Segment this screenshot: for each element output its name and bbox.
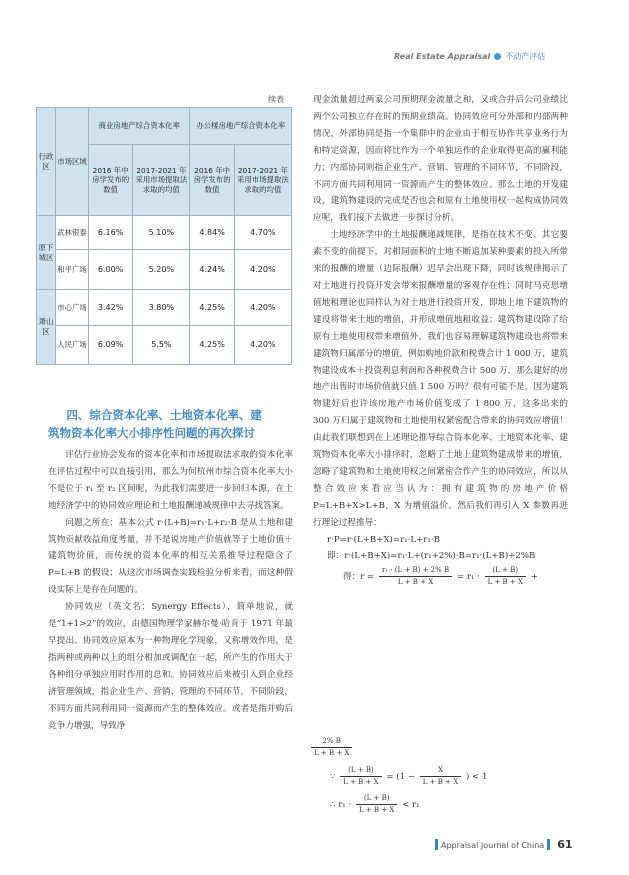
value-cell: 3.80% [133, 290, 190, 326]
denominator: L + B + X [343, 778, 379, 786]
value-cell: 4.20% [234, 250, 291, 290]
value-cell: 4.84% [190, 216, 234, 250]
formula-text: ∴ r₁ · [330, 800, 352, 810]
value-cell: 3.42% [89, 290, 133, 326]
formula-line [311, 736, 352, 759]
footer-bar-icon [547, 839, 550, 850]
denominator: L + B + X [358, 806, 395, 814]
capitalization-rate-table [36, 107, 292, 365]
area-cell: 人民广场 [56, 326, 89, 365]
body-paragraph: 土地经济学中的土地报酬递减规律，是指在技术不变、其它要素不变的前提下，对相同面积的土地不断追加某种要素的投入所带来的报酬的增量（边际报酬）迟早会出现下降，同时该规律揭示了对土地进行投资开发会带来报酬增量的客观存在性；同时马克思增值地租理论也同样认为对土地进行投资开发，即地上地下建筑物的建设将带来土地的增值，并形成增值地租收益；建筑物建设除了给原有土地使用权带来增值外，我们也容易理解建筑物建设也将带来建筑物归属部分的增值，例如购地价款和税费合计 1 000 万，建筑物建设成本＋投资利息利润和各种税费合计 500 万，那么建好的房地产出售时市场价值就只值 1 500 万吗？很有可能不是，因为建筑物建好后也许该房地产市场价值变成了 1 800 万，这多出来的 300 万归属于建筑物和土地使用权紧密配合带来的协同效应增值！由此我们联想到在上述理论推导综合资本化率、土地资本化率、建筑物资本化率大小排序时，忽略了土地上建筑物建成带来的增值，忽略了建筑物和土地使用权之间紧密合作产生的协同效应，所以从整合效应来看应当认为：拥有建筑物的房地产价格 P=L+B+X>L+B，X 为增值溢价。然后我们再引入 X 参数再进行理论过程推导： [313, 230, 568, 528]
footer-journal: Appraisal Journal of China [441, 841, 545, 850]
body-paragraph: 协同效应（英文名：Synergy Effects），简单地说，就是“1+1>2”的效应，由德国物理学家赫尔曼·哈肯于 1971 年最早提出。协同效应原本为一种物理化学现象，又称增效作用，是指两种或两种以上的组分相加或调配在一起，所产生的作用大于各种组分单独应用时作用的总和。协同效应后来被引入到企业经济管理领域，指企业生产、营销、管理的不同环节，不同阶段，不同方面共同利用同一资源而产生的整体效应。或者是指并购后竞争力增强，导致净 [48, 602, 293, 731]
right-column [313, 92, 568, 589]
denominator: L + B + X [314, 749, 350, 757]
value-cell: 5.20% [133, 250, 190, 290]
page-footer [432, 838, 573, 851]
value-cell: 4.25% [190, 290, 234, 326]
footer-bar-icon [435, 839, 438, 850]
formula-line: 即：r·(L+B+X)=r₁·L+(r₁+2%)·B=r₁·(L+B)+2%B [327, 551, 536, 562]
subheader-2017-2021: 2017-2021 年采用市场提取法求取的均值 [234, 145, 291, 216]
bullet-dot-icon [494, 53, 501, 60]
value-cell: 4.24% [190, 250, 234, 290]
value-cell: 6.00% [89, 250, 133, 290]
fraction [379, 565, 452, 588]
formula-text: < r₁ [402, 800, 420, 810]
fraction [420, 765, 461, 788]
value-cell: 6.16% [89, 216, 133, 250]
value-cell: 4.25% [190, 326, 234, 365]
section-title-line: 四、综合资本化率、土地资本化率、建 [66, 408, 262, 422]
district-cell: 萧山区 [37, 290, 56, 365]
formula-line [343, 565, 568, 589]
area-cell: 市心广场 [56, 290, 89, 326]
body-paragraph: 问题之所在：基本公式 r·(L+B)=r₁·L+r₂·B 是从土地和建筑物贡献收益角度考量，并不是说房地产价值就等于土地价值＋建筑物价值，而传统的资本化率的相互关系推导过程隐含了 P=L+B 的假设；从这次市场调查实践检验分析来看，而这种假设实际上是存在问题的。 [48, 517, 293, 596]
formula-line: r·P=r·(L+B+X)=r₁·L+r₂·B [327, 534, 440, 545]
denominator: L + B + X [487, 578, 523, 587]
value-cell: 4.20% [234, 290, 291, 326]
value-cell: 4.70% [234, 216, 291, 250]
denominator: L + B + X [422, 778, 459, 786]
value-cell: 4.20% [234, 326, 291, 365]
numerator: (L + B) [356, 793, 397, 805]
subheader-2017-2021: 2017-2021 年采用市场提取法求取的均值 [133, 145, 190, 216]
header-region: 行政区 [37, 108, 56, 216]
table-continued-label: 续表 [268, 95, 284, 104]
subheader-2016: 2016 年中房学发布的数值 [89, 145, 133, 216]
formula-line [330, 793, 420, 816]
value-cell: 5.5% [133, 326, 190, 365]
formula-line [330, 765, 487, 788]
fraction [311, 736, 352, 759]
header-english: Real Estate Appraisal [394, 52, 491, 61]
section-title-line: 筑物资本化率大小排序性问题的再次探讨 [48, 426, 255, 440]
fraction [356, 793, 397, 816]
formula-text: ) < 1 [465, 772, 488, 782]
value-cell: 6.09% [89, 326, 133, 365]
subheader-2016: 2016 年中房学发布的数值 [190, 145, 234, 216]
body-paragraph: 现金流量超过两家公司预期现金流量之和，又或合并后公司业绩比两个公司独立存在时的预期业绩高。协同效应可分外部和内部两种情况，外部协同是指一个集群中的企业由于相互协作共享业务行为和特定资源，因而将比作为一个单独运作的企业取得更高的赢利能力；内部协同则指企业生产、营销、管理的不同环节，不同阶段，不同方面共同利用同一资源而产生的整体效应。那么土地的开发建设，建筑物建设的完成是否也会和原有土地使用权一起构成协同效应呢，我们接下去做进一步探讨分析。 [313, 95, 568, 224]
section-title [48, 406, 298, 442]
formula-text: = r₁ · [456, 572, 480, 583]
header-area: 市场区域 [56, 108, 89, 216]
area-cell: 和平广场 [56, 250, 89, 290]
numerator: (L + B) [485, 565, 526, 577]
denominator: L + B + X [397, 578, 434, 587]
area-cell: 武林银泰 [56, 216, 89, 250]
numerator: (L + B) [340, 765, 381, 777]
numerator: 2% B [311, 736, 352, 748]
header-chinese: 不动产评估 [505, 52, 546, 61]
value-cell: 5.10% [133, 216, 190, 250]
formula-text: = (1 − [386, 772, 416, 782]
header-commercial: 商业房地产综合资本化率 [89, 108, 190, 145]
left-column [48, 447, 293, 734]
header-office: 办公楼房地产综合资本化率 [190, 108, 292, 145]
district-cell: 原下城区 [37, 216, 56, 290]
body-paragraph: 评估行业协会发布的资本化率和市场提取法求取的资本化率在评估过程中可以直接引用，那么为何杭州市综合资本化率大小不是位于 r₁ 至 r₂ 区间呢，为此我们需要进一步回归本源，在土地经济学中的协同效应理论和土地报酬递减规律中去寻找答案。 [48, 450, 293, 511]
formula-block [313, 532, 568, 590]
fraction [485, 565, 526, 588]
fraction [340, 765, 381, 788]
running-header [394, 51, 545, 62]
formula-text: + [530, 572, 538, 583]
page-number: 61 [557, 838, 573, 851]
numerator: r₁ · (L + B) + 2% B [379, 565, 452, 577]
numerator: X [420, 765, 461, 777]
formula-text: 得：r = [343, 572, 375, 583]
formula-text: ∵ [330, 772, 336, 782]
